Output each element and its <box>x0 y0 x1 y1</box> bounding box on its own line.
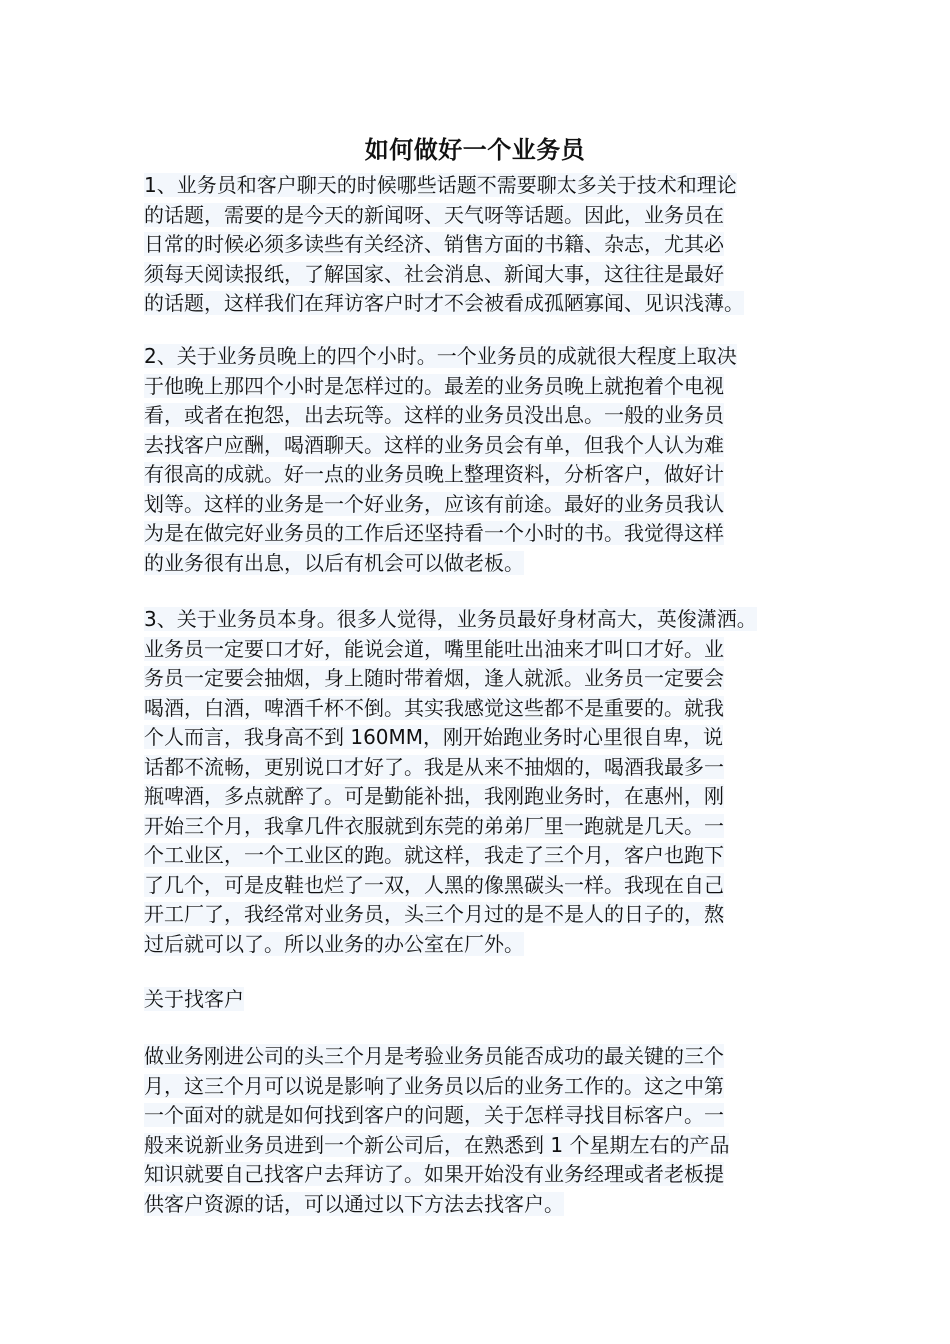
text-line: 于他晚上那四个小时是怎样过的。最差的业务员晚上就抱着个电视 <box>144 373 724 398</box>
paragraph-3 <box>144 605 757 959</box>
text-line: 做业务刚进公司的头三个月是考验业务员能否成功的最关键的三个 <box>144 1044 724 1068</box>
paragraph-2 <box>144 342 737 578</box>
text-line: 务员一定要会抽烟，身上随时带着烟，逢人就派。业务员一定要会 <box>144 666 724 690</box>
text-line: 划等。这样的业务是一个好业务，应该有前途。最好的业务员我认 <box>144 491 724 516</box>
text-line: 的业务很有出息，以后有机会可以做老板。 <box>144 550 524 575</box>
text-line: 过后就可以了。所以业务的办公室在厂外。 <box>144 931 524 956</box>
text-line: 供客户资源的话，可以通过以下方法去找客户。 <box>144 1191 564 1216</box>
text-line: 的话题，需要的是今天的新闻呀、天气呀等话题。因此，业务员在 <box>144 202 724 227</box>
text-line: 月，这三个月可以说是影响了业务员以后的业务工作的。这之中第 <box>144 1073 724 1098</box>
text-line: 业务员一定要口才好，能说会道，嘴里能吐出油来才叫口才好。业 <box>144 636 724 661</box>
paragraph-4 <box>144 1042 729 1219</box>
section-heading <box>144 985 244 1015</box>
text-line: 看，或者在抱怨，出去玩等。这样的业务员没出息。一般的业务员 <box>144 403 724 427</box>
text-line: 个人而言，我身高不到 160MM，刚开始跑业务时心里很自卑，说 <box>144 725 724 749</box>
text-line: 喝酒，白酒，啤酒千杯不倒。其实我感觉这些都不是重要的。就我 <box>144 695 724 720</box>
text-line: 日常的时候必须多读些有关经济、销售方面的书籍、杂志，尤其必 <box>144 232 724 256</box>
text-line: 须每天阅读报纸，了解国家、社会消息、新闻大事，这往往是最好 <box>144 261 724 286</box>
text-line: 有很高的成就。好一点的业务员晚上整理资料，分析客户，做好计 <box>144 462 724 486</box>
text-line: 一个面对的就是如何找到客户的问题，关于怎样寻找目标客户。一 <box>144 1103 724 1127</box>
text-line: 知识就要自己找客户去拜访了。如果开始没有业务经理或者老板提 <box>144 1162 724 1186</box>
document-title: 如何做好一个业务员 <box>364 136 586 165</box>
text-line: 个工业区，一个工业区的跑。就这样，我走了三个月，客户也跑下 <box>144 843 724 867</box>
text-line: 般来说新业务员进到一个新公司后，在熟悉到 1 个星期左右的产品 <box>144 1132 730 1157</box>
text-line: 3、关于业务员本身。很多人觉得，业务员最好身材高大，英俊潇洒。 <box>144 607 757 631</box>
text-line: 的话题，这样我们在拜访客户时才不会被看成孤陋寡闻、见识浅薄。 <box>144 291 744 315</box>
text-line: 关于找客户 <box>144 987 244 1011</box>
text-line: 1、业务员和客户聊天的时候哪些话题不需要聊太多关于技术和理论 <box>144 173 737 197</box>
text-line: 话都不流畅，更别说口才好了。我是从来不抽烟的，喝酒我最多一 <box>144 754 724 779</box>
text-line: 2、关于业务员晚上的四个小时。一个业务员的成就很大程度上取决 <box>144 344 737 368</box>
text-line: 去找客户应酬，喝酒聊天。这样的业务员会有单，但我个人认为难 <box>144 432 724 457</box>
text-line: 瓶啤酒，多点就醉了。可是勤能补拙，我刚跑业务时，在惠州，刚 <box>144 784 724 808</box>
text-line: 开工厂了，我经常对业务员，头三个月过的是不是人的日子的，熬 <box>144 902 724 926</box>
text-line: 了几个，可是皮鞋也烂了一双，人黑的像黑碳头一样。我现在自己 <box>144 872 724 897</box>
text-line: 开始三个月，我拿几件衣服就到东莞的弟弟厂里一跑就是几天。一 <box>144 813 724 838</box>
text-line: 为是在做完好业务员的工作后还坚持看一个小时的书。我觉得这样 <box>144 521 724 545</box>
paragraph-1 <box>144 171 744 319</box>
